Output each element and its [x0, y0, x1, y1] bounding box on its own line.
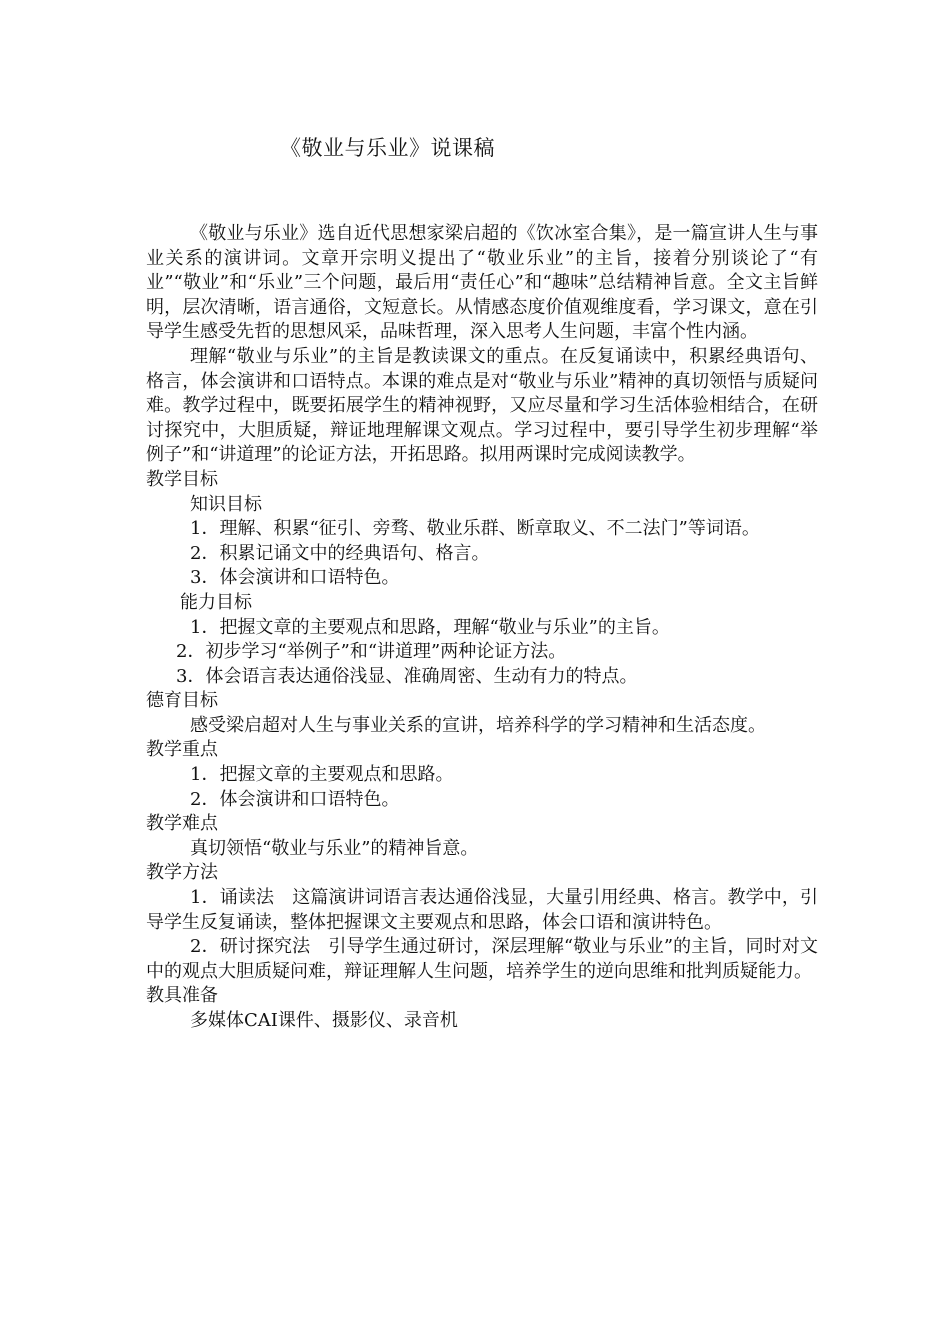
section-heading-tools: 教具准备 [146, 985, 218, 1007]
list-item: 3．体会语言表达通俗浅显、准确周密、生动有力的特点。 [176, 665, 638, 687]
document-title: 《敬业与乐业》说课稿 [280, 136, 495, 160]
list-item: 3．体会演讲和口语特色。 [190, 567, 400, 589]
section-heading-moral: 德育目标 [146, 690, 218, 712]
list-item: 2．初步学习“举例子”和“讲道理”两种论证方法。 [176, 641, 567, 663]
method-item: 2．研讨探究法 引导学生通过研讨，深层理解“敬业与乐业”的主旨，同时对文中的观点大胆质疑问难，辩证理解人生问题，培养学生的逆向思维和批判质疑能力。 [146, 936, 818, 982]
section-heading-methods: 教学方法 [146, 862, 218, 884]
list-item: 2．体会演讲和口语特色。 [190, 788, 400, 810]
list-item: 2．积累记诵文中的经典语句、格言。 [190, 542, 490, 564]
difficulties-text: 真切领悟“敬业与乐业”的精神旨意。 [190, 837, 479, 859]
intro-paragraph: 《敬业与乐业》选自近代思想家梁启超的《饮冰室合集》，是一篇宣讲人生与事业关系的演讲词。文章开宗明义提出了“敬业乐业”的主旨，接着分别谈论了“有业”“敬业”和“乐业”三个问题，最后用“责任心”和“趣味”总结精神旨意。全文主旨鲜明，层次清晰，语言通俗，文短意长。从情感态度价值观维度看，学习课文，意在引导学生感受先哲的思想风采，品味哲理，深入思考人生问题，丰富个性内涵。 [146, 223, 818, 343]
intro-paragraph: 理解“敬业与乐业”的主旨是教读课文的重点。在反复诵读中，积累经典语句、格言，体会演讲和口语特点。本课的难点是对“敬业与乐业”精神的真切领悟与质疑问难。教学过程中，既要拓展学生的精神视野，又应尽量和学习生活体验相结合，在研讨探究中，大胆质疑，辩证地理解课文观点。学习过程中，要引导学生初步理解“举例子”和“讲道理”的论证方法，开拓思路。拟用两课时完成阅读教学。 [146, 345, 818, 466]
section-heading-goals: 教学目标 [146, 468, 218, 490]
list-item: 1．把握文章的主要观点和思路，理解“敬业与乐业”的主旨。 [190, 616, 670, 638]
subheading-knowledge-goals: 知识目标 [190, 493, 262, 515]
section-heading-difficulties: 教学难点 [146, 813, 218, 835]
section-heading-key-points: 教学重点 [146, 739, 218, 761]
moral-text: 感受梁启超对人生与事业关系的宣讲，培养科学的学习精神和生活态度。 [190, 714, 766, 736]
list-item: 1．理解、积累“征引、旁骛、敬业乐群、断章取义、不二法门”等词语。 [190, 518, 760, 540]
tools-text: 多媒体CAI课件、摄影仪、录音机 [190, 1010, 458, 1031]
list-item: 1．把握文章的主要观点和思路。 [190, 764, 454, 786]
document-body [146, 222, 818, 1034]
method-item: 1．诵读法 这篇演讲词语言表达通俗浅显，大量引用经典、格言。教学中，引导学生反复诵读，整体把握课文主要观点和思路，体会口语和演讲特色。 [146, 887, 818, 933]
subheading-ability-goals: 能力目标 [180, 591, 252, 613]
